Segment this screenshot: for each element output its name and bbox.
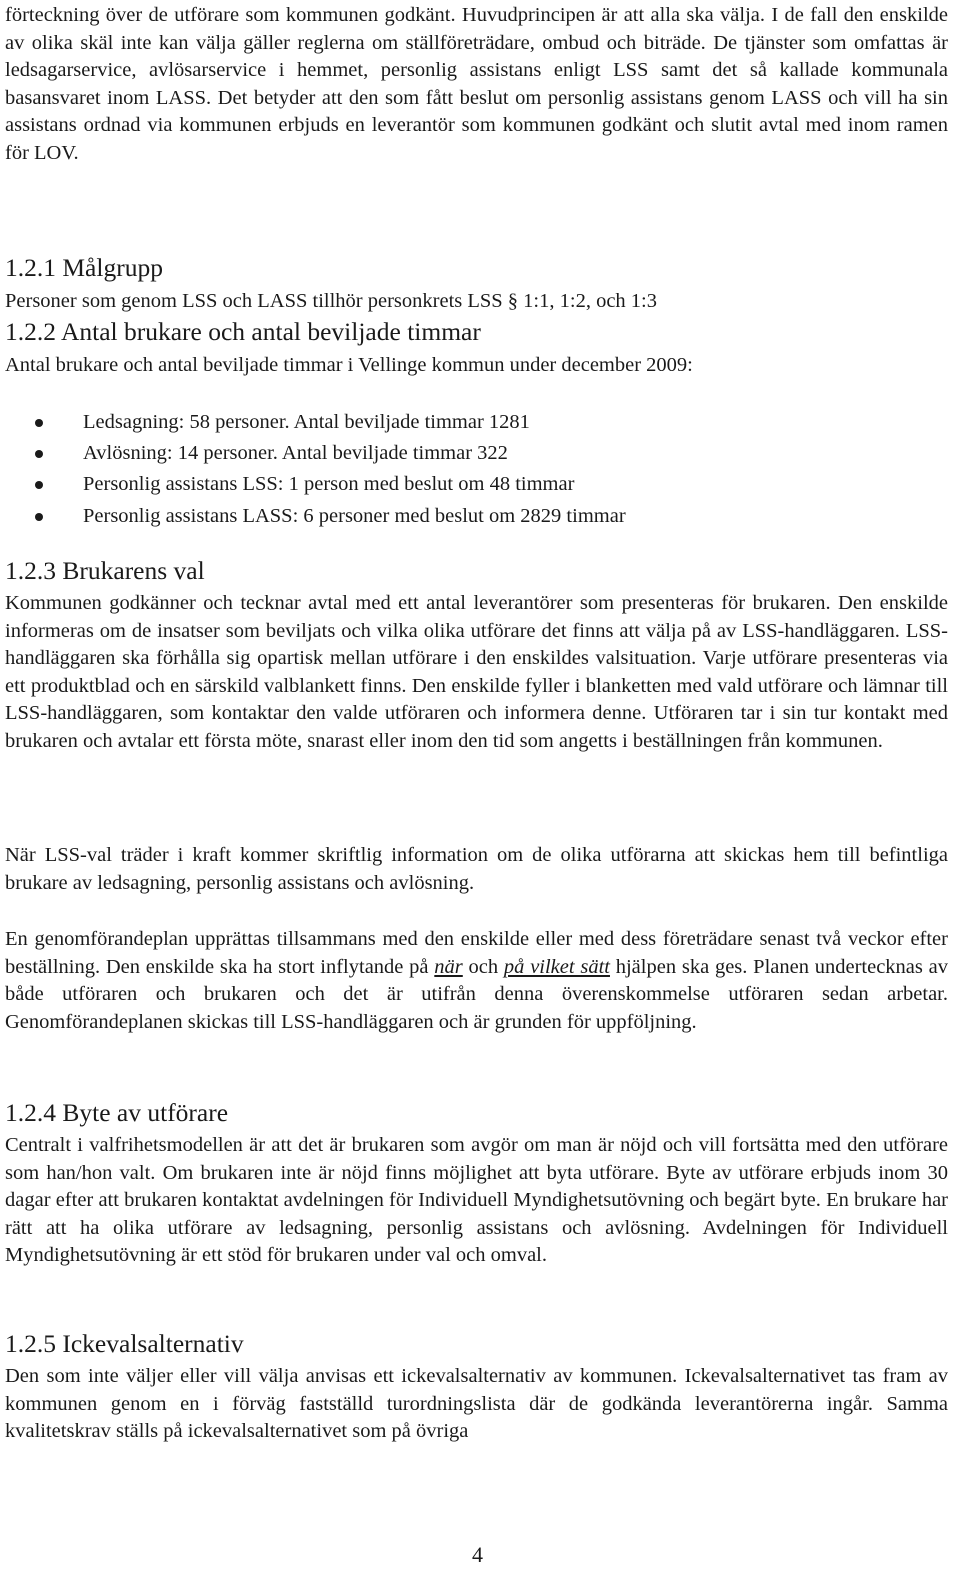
bullet-icon xyxy=(35,450,43,458)
heading-antal-brukare: 1.2.2 Antal brukare och antal beviljade timmar xyxy=(5,317,481,346)
bullet-icon xyxy=(35,513,43,521)
bullet-icon xyxy=(35,481,43,489)
emphasis-pa-vilket-satt: på vilket sätt xyxy=(503,955,610,978)
byte-av-utforare-paragraph: Centralt i valfrihetsmodellen är att det är brukaren som avgör om man är nöjd och vill fortsätta med den utförare som han/hon valt. Om brukaren inte är nöjd finns möjlighet att byta utförare. Byte av utförare erbjuds inom 30 dagar efter att brukaren kontaktat avdelningen för Individuell Myndighetsutövning och begärt byte. En brukare har rätt att ha olika utförare av ledsagning, personlig assistans och avlösning. Avdelningen för Individuell Myndighetsutövning är ett stöd för brukaren under val och omval. xyxy=(5,1134,948,1267)
intro-section xyxy=(5,2,948,168)
antal-brukare-paragraph: Antal brukare och antal beviljade timmar i Vellinge kommun under december 2009: xyxy=(5,354,693,376)
page-number: 4 xyxy=(472,1542,483,1567)
heading-malgrupp: 1.2.1 Målgrupp xyxy=(5,253,163,282)
list-item: Personlig assistans LSS: 1 person med beslut om 48 timmar xyxy=(5,469,948,500)
intro-paragraph: förteckning över de utförare som kommunen godkänt. Huvudprincipen är att alla ska välja. I de fall den enskilde av olika skäl inte kan välja gäller reglerna om ställföreträdare, ombud och biträde. De tjänster som omfattas är ledsagarservice, avlösarservice i hemmet, personlig assistans enligt LSS samt det så kallade kommunala basansvaret inom LASS. Det betyder att den som fått beslut om personlig assistans genom LASS och vill ha sin assistans ordnad via kommunen erbjuds en leverantör som kommunen godkänt och slutit avtal med inom ramen för LOV. xyxy=(5,4,948,164)
list-item: Ledsagning: 58 personer. Antal beviljade timmar 1281 xyxy=(5,407,948,438)
brukare-bullet-list xyxy=(5,407,948,532)
emphasis-nar: när xyxy=(434,955,463,978)
list-item: Personlig assistans LASS: 6 personer med beslut om 2829 timmar xyxy=(5,501,948,532)
bullet-icon xyxy=(35,419,43,427)
brukarens-val-paragraph-2: När LSS-val träder i kraft kommer skriftlig information om de olika utförarna att skickas hem till befintliga brukare av ledsagning, personlig assistans och avlösning. xyxy=(5,844,948,894)
heading-byte-av-utforare: 1.2.4 Byte av utförare xyxy=(5,1098,229,1127)
brukarens-val-paragraph-1: Kommunen godkänner och tecknar avtal med ett antal leverantörer som presenteras för brukaren. Den enskilde informeras om de insatser som beviljats och vilka olika utförare det finns att välja på av LSS-handläggaren. LSS-handläggaren ska förhålla sig opartisk mellan utförare i den enskildes valsituation. Varje utförare presenteras via ett produktblad och en särskild valblankett finns. Den enskilde fyller i blanketten med vald utförare och lämnar till LSS-handläggaren, som kontaktar den valde utföraren och informera denne. Utföraren tar i sin tur kontakt med brukaren och avtalar ett första möte, snarast eller inom den tid som angetts i beställningen från kommunen. xyxy=(5,592,948,752)
list-item: Avlösning: 14 personer. Antal beviljade timmar 322 xyxy=(5,438,948,469)
heading-ickevalsalternativ: 1.2.5 Ickevalsalternativ xyxy=(5,1329,244,1358)
malgrupp-paragraph: Personer som genom LSS och LASS tillhör personkrets LSS § 1:1, 1:2, och 1:3 xyxy=(5,290,657,312)
brukarens-val-paragraph-3: En genomförandeplan upprättas tillsammans med den enskilde eller med dess företrädare senast två veckor efter beställning. Den enskilde ska ha stort inflytande på när och på vilket sätt hjälpen ska ges. Planen undertecknas av både utföraren och brukaren och det är utifrån denna överenskommelse utföraren sedan arbetar. Genomförandeplanen skickas till LSS-handläggaren och är grunden för uppföljning. xyxy=(5,928,948,1033)
ickevalsalternativ-paragraph: Den som inte väljer eller vill välja anvisas ett ickevalsalternativ av kommunen. Ickevalsalternativet tas fram av kommunen genom en i förväg fastställd turordningslista där de godkända leverantörerna ingår. Samma kvalitetskrav ställs på ickevalsalternativet som på övriga xyxy=(5,1365,948,1443)
heading-brukarens-val: 1.2.3 Brukarens val xyxy=(5,556,205,585)
